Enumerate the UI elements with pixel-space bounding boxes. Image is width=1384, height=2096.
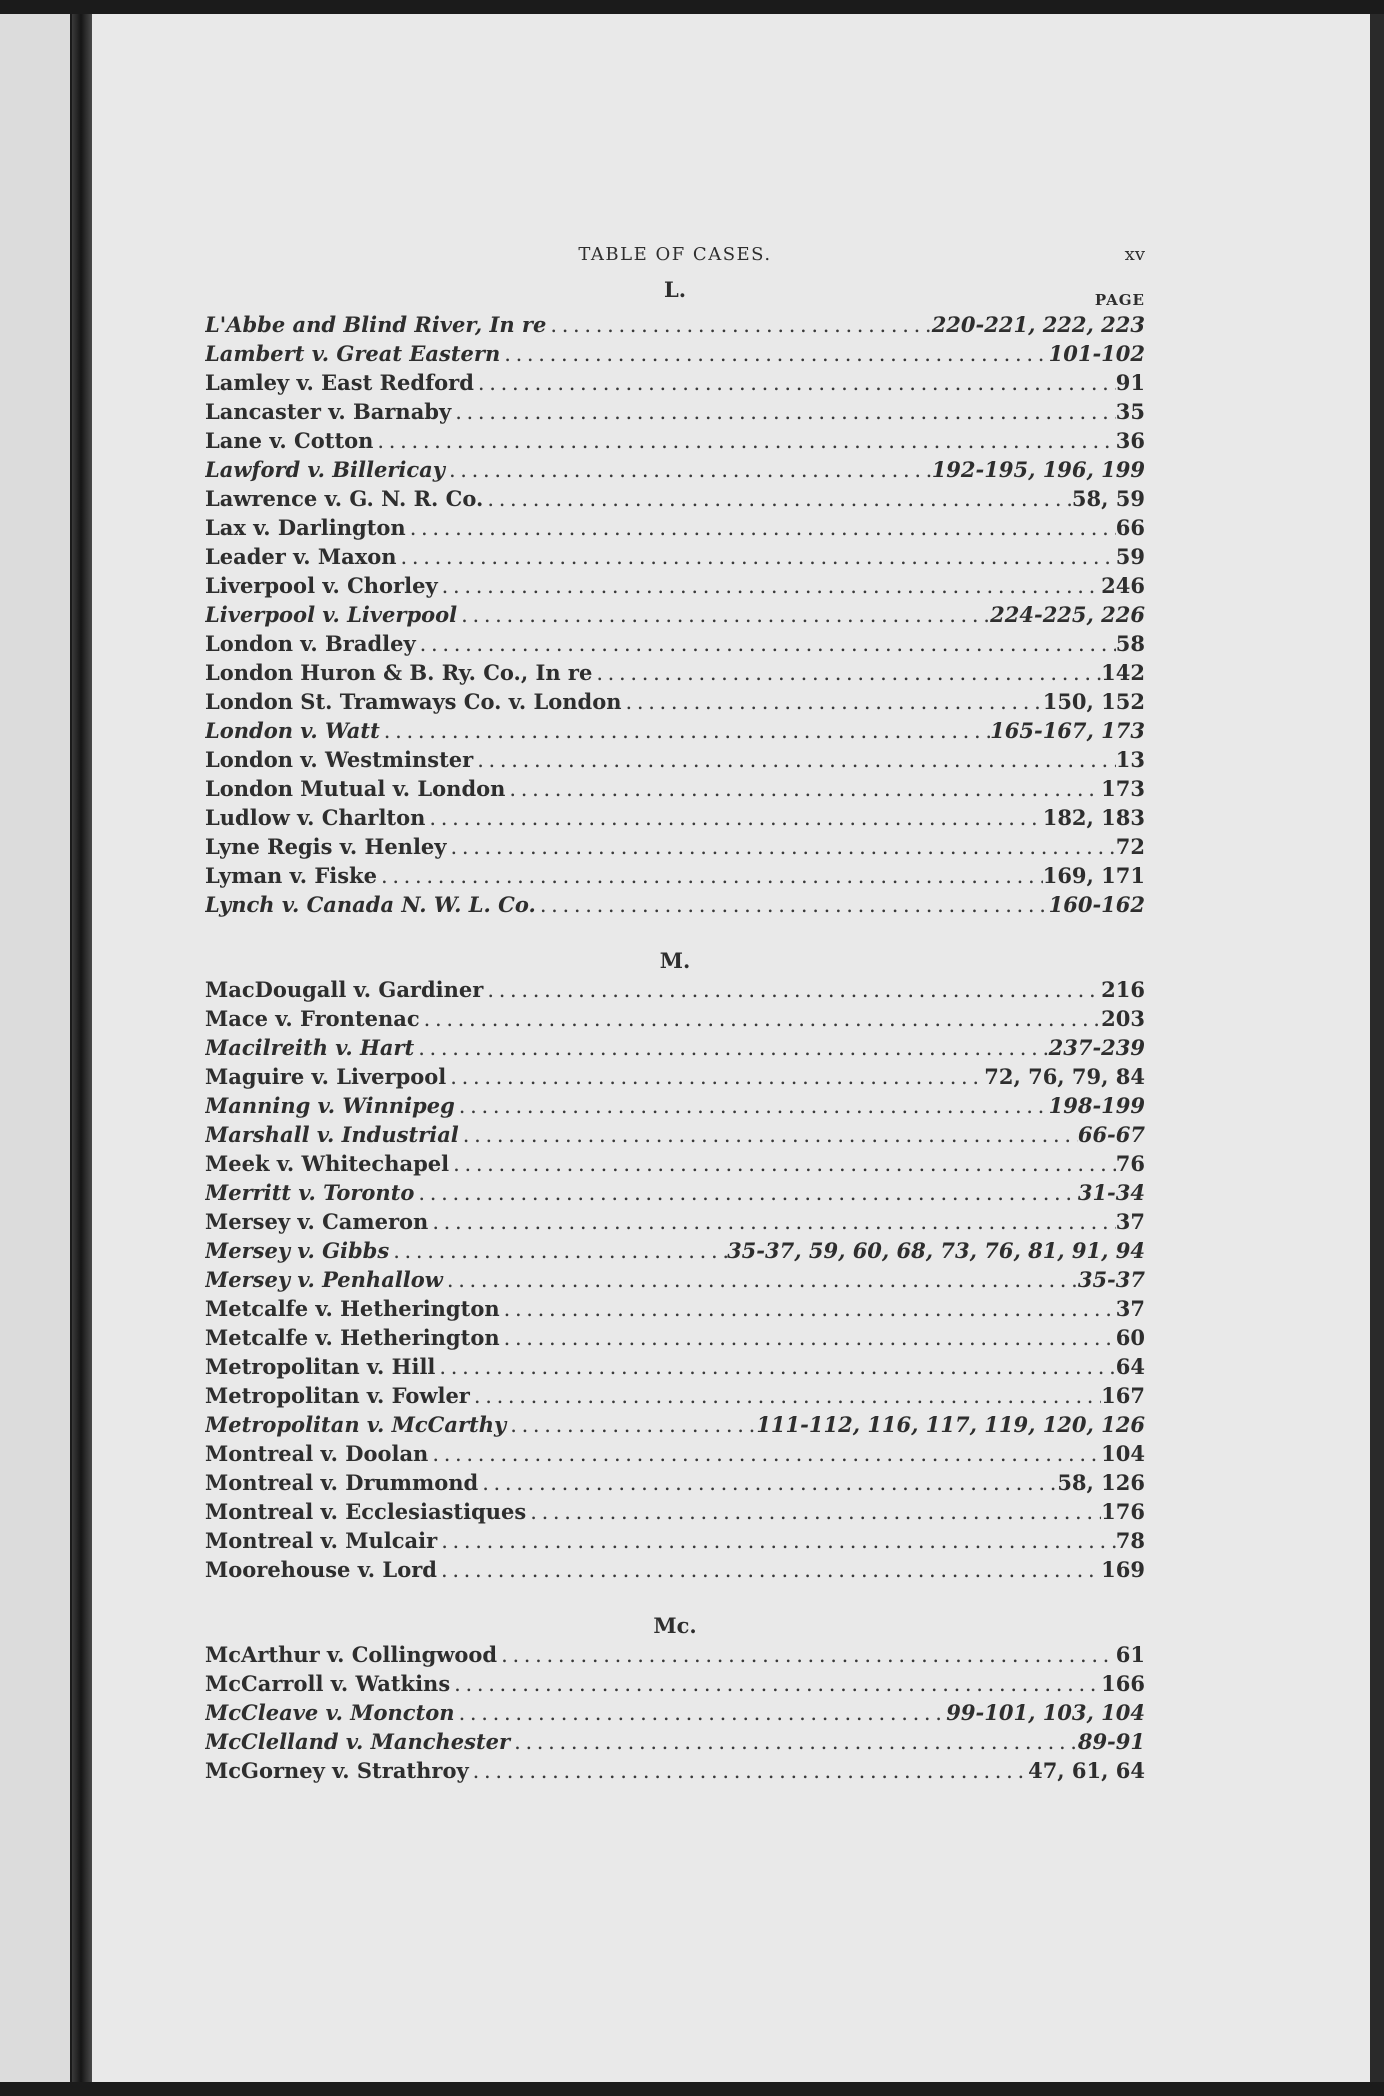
case-name: Leader v. Maxon xyxy=(205,544,397,569)
section-l xyxy=(205,276,1145,919)
case-pages: 101-102 xyxy=(1048,341,1145,366)
case-entry xyxy=(205,426,1145,455)
case-entry xyxy=(205,1497,1145,1526)
case-entry xyxy=(205,890,1145,919)
case-pages: 47, 61, 64 xyxy=(1028,1758,1145,1783)
leader-dots xyxy=(592,659,1101,687)
leader-dots xyxy=(469,1757,1028,1785)
case-name: Lawford v. Billericay xyxy=(205,457,445,482)
case-pages: 104 xyxy=(1101,1441,1145,1466)
case-name: MacDougall v. Gardiner xyxy=(205,977,484,1002)
leader-dots xyxy=(377,862,1043,890)
case-pages: 237-239 xyxy=(1048,1035,1145,1060)
leader-dots xyxy=(546,311,931,339)
leader-dots xyxy=(455,1092,1049,1120)
case-pages: 220-221, 222, 223 xyxy=(931,312,1145,337)
leader-dots xyxy=(500,1324,1116,1352)
case-name: Lawrence v. G. N. R. Co. xyxy=(205,486,484,511)
case-pages: 89-91 xyxy=(1077,1729,1145,1754)
section-letter: M. xyxy=(659,948,691,973)
leader-dots xyxy=(446,1063,984,1091)
case-name: Lane v. Cotton xyxy=(205,428,374,453)
case-entry xyxy=(205,803,1145,832)
leader-dots xyxy=(483,976,1101,1004)
case-name: McGorney v. Strathroy xyxy=(205,1758,469,1783)
case-name: Marshall v. Industrial xyxy=(205,1122,459,1147)
leader-dots xyxy=(447,833,1116,861)
case-pages: 31-34 xyxy=(1077,1180,1145,1205)
leader-dots xyxy=(437,1556,1101,1584)
leader-dots xyxy=(425,804,1042,832)
case-pages: 58, 126 xyxy=(1057,1470,1145,1495)
case-pages: 76 xyxy=(1115,1151,1145,1176)
case-name: Montreal v. Doolan xyxy=(205,1441,429,1466)
case-pages: 165-167, 173 xyxy=(990,718,1145,743)
case-name: Metropolitan v. Hill xyxy=(205,1354,436,1379)
case-entry xyxy=(205,1381,1145,1410)
case-name: McArthur v. Collingwood xyxy=(205,1642,498,1667)
case-name: Mace v. Frontenac xyxy=(205,1006,420,1031)
leader-dots xyxy=(451,398,1116,426)
case-entry xyxy=(205,861,1145,890)
case-name: Montreal v. Ecclesiastiques xyxy=(205,1499,527,1524)
case-entry xyxy=(205,542,1145,571)
sections xyxy=(205,276,1145,1785)
case-name: Metcalfe v. Hetherington xyxy=(205,1325,500,1350)
case-pages: 224-225, 226 xyxy=(990,602,1145,627)
leader-dots xyxy=(470,1382,1101,1410)
case-pages: 35-37, 59, 60, 68, 73, 76, 81, 91, 94 xyxy=(727,1238,1145,1263)
case-entry xyxy=(205,455,1145,484)
case-name: Macilreith v. Hart xyxy=(205,1035,415,1060)
case-name: Mersey v. Cameron xyxy=(205,1209,429,1234)
case-name: Montreal v. Mulcair xyxy=(205,1528,438,1553)
leader-dots xyxy=(505,775,1101,803)
scan-right-border xyxy=(1370,14,1384,2082)
case-pages: 198-199 xyxy=(1048,1093,1145,1118)
case-name: London Mutual v. London xyxy=(205,776,506,801)
case-entry xyxy=(205,484,1145,513)
case-pages: 60 xyxy=(1115,1325,1145,1350)
leader-dots xyxy=(414,1179,1077,1207)
case-name: Maguire v. Liverpool xyxy=(205,1064,447,1089)
scan-bottom-border xyxy=(0,2082,1384,2096)
leader-dots xyxy=(380,717,990,745)
case-entry xyxy=(205,745,1145,774)
case-entry xyxy=(205,1727,1145,1756)
leader-dots xyxy=(500,1295,1116,1323)
case-name: Mersey v. Gibbs xyxy=(205,1238,390,1263)
leader-dots xyxy=(420,1005,1102,1033)
case-pages: 13 xyxy=(1115,747,1145,772)
case-pages: 66 xyxy=(1115,515,1145,540)
case-name: London v. Watt xyxy=(205,718,380,743)
case-pages: 35 xyxy=(1115,399,1145,424)
case-name: Lyman v. Fiske xyxy=(205,863,377,888)
case-name: Merritt v. Toronto xyxy=(205,1180,415,1205)
section-mc xyxy=(205,1612,1145,1785)
case-entry xyxy=(205,1033,1145,1062)
case-entry xyxy=(205,397,1145,426)
scan-top-border xyxy=(0,0,1384,14)
book-spine xyxy=(72,14,92,2082)
case-entry xyxy=(205,368,1145,397)
case-entry xyxy=(205,1236,1145,1265)
leader-dots xyxy=(483,485,1072,513)
leader-dots xyxy=(536,891,1049,919)
case-name: Montreal v. Drummond xyxy=(205,1470,479,1495)
case-entry xyxy=(205,1120,1145,1149)
leader-dots xyxy=(414,1034,1048,1062)
case-name: London v. Westminster xyxy=(205,747,474,772)
case-entry xyxy=(205,339,1145,368)
case-entry xyxy=(205,600,1145,629)
case-name: London Huron & B. Ry. Co., In re xyxy=(205,660,593,685)
case-entry xyxy=(205,1207,1145,1236)
case-entry xyxy=(205,571,1145,600)
case-entry xyxy=(205,1640,1145,1669)
case-pages: 66-67 xyxy=(1077,1122,1145,1147)
leader-dots xyxy=(428,1208,1115,1236)
running-head xyxy=(205,232,1145,276)
case-pages: 58 xyxy=(1115,631,1145,656)
case-name: McClelland v. Manchester xyxy=(205,1729,511,1754)
leader-dots xyxy=(435,1353,1115,1381)
leader-dots xyxy=(497,1641,1116,1669)
leader-dots xyxy=(510,1728,1078,1756)
case-entry xyxy=(205,1265,1145,1294)
leader-dots xyxy=(459,1121,1078,1149)
case-name: Lax v. Darlington xyxy=(205,515,406,540)
case-pages: 72, 76, 79, 84 xyxy=(984,1064,1145,1089)
case-name: McCarroll v. Watkins xyxy=(205,1671,451,1696)
case-pages: 61 xyxy=(1115,1642,1145,1667)
case-name: Metropolitan v. McCarthy xyxy=(205,1412,507,1437)
case-name: Lancaster v. Barnaby xyxy=(205,399,452,424)
leader-dots xyxy=(457,601,990,629)
leader-dots xyxy=(622,688,1043,716)
leader-dots xyxy=(455,1699,947,1727)
leader-dots xyxy=(373,427,1115,455)
case-pages: 169, 171 xyxy=(1042,863,1145,888)
case-entry xyxy=(205,1149,1145,1178)
case-entry xyxy=(205,1294,1145,1323)
case-entry xyxy=(205,1756,1145,1785)
case-pages: 58, 59 xyxy=(1071,486,1145,511)
case-name: Meek v. Whitechapel xyxy=(205,1151,450,1176)
case-entry xyxy=(205,1555,1145,1584)
case-entry xyxy=(205,1698,1145,1727)
case-entry xyxy=(205,513,1145,542)
case-entry xyxy=(205,832,1145,861)
leader-dots xyxy=(389,1237,727,1265)
case-pages: 142 xyxy=(1101,660,1145,685)
page-number: xv xyxy=(1124,244,1145,265)
case-pages: 166 xyxy=(1101,1671,1145,1696)
case-pages: 246 xyxy=(1101,573,1145,598)
case-entry xyxy=(205,975,1145,1004)
leader-dots xyxy=(449,1150,1116,1178)
case-entry xyxy=(205,774,1145,803)
case-pages: 37 xyxy=(1115,1296,1145,1321)
case-pages: 216 xyxy=(1101,977,1145,1002)
case-name: Lambert v. Great Eastern xyxy=(205,341,501,366)
case-entry xyxy=(205,1468,1145,1497)
leader-dots xyxy=(473,746,1116,774)
case-entry xyxy=(205,1062,1145,1091)
case-entry xyxy=(205,716,1145,745)
case-pages: 91 xyxy=(1115,370,1145,395)
case-name: McCleave v. Moncton xyxy=(205,1700,455,1725)
case-entry xyxy=(205,1178,1145,1207)
leader-dots xyxy=(450,1670,1101,1698)
case-entry xyxy=(205,629,1145,658)
case-entry xyxy=(205,1439,1145,1468)
case-pages: 72 xyxy=(1115,834,1145,859)
case-pages: 182, 183 xyxy=(1042,805,1145,830)
case-pages: 64 xyxy=(1115,1354,1145,1379)
leader-dots xyxy=(445,456,932,484)
facing-page-edge xyxy=(0,14,70,2082)
leader-dots xyxy=(506,1411,756,1439)
leader-dots xyxy=(526,1498,1101,1526)
leader-dots xyxy=(438,572,1101,600)
case-pages: 59 xyxy=(1115,544,1145,569)
table-of-cases xyxy=(205,232,1145,1785)
case-pages: 203 xyxy=(1101,1006,1145,1031)
leader-dots xyxy=(428,1440,1101,1468)
case-entry xyxy=(205,687,1145,716)
case-pages: 111-112, 116, 117, 119, 120, 126 xyxy=(756,1412,1145,1437)
case-entry xyxy=(205,1091,1145,1120)
case-name: Lamley v. East Redford xyxy=(205,370,474,395)
leader-dots xyxy=(478,1469,1057,1497)
section-m xyxy=(205,947,1145,1584)
case-name: Manning v. Winnipeg xyxy=(205,1093,455,1118)
leader-dots xyxy=(474,369,1116,397)
case-pages: 150, 152 xyxy=(1042,689,1145,714)
case-name: Ludlow v. Charlton xyxy=(205,805,426,830)
leader-dots xyxy=(397,543,1116,571)
section-letter: L. xyxy=(663,277,687,302)
leader-dots xyxy=(406,514,1116,542)
case-pages: 36 xyxy=(1115,428,1145,453)
case-pages: 37 xyxy=(1115,1209,1145,1234)
case-name: Lyne Regis v. Henley xyxy=(205,834,447,859)
leader-dots xyxy=(416,630,1116,658)
case-name: London v. Bradley xyxy=(205,631,416,656)
case-pages: 167 xyxy=(1101,1383,1145,1408)
case-name: Liverpool v. Chorley xyxy=(205,573,438,598)
section-letter: Mc. xyxy=(653,1613,697,1638)
case-pages: 176 xyxy=(1101,1499,1145,1524)
page-title: TABLE OF CASES. xyxy=(578,244,772,265)
case-entry xyxy=(205,1410,1145,1439)
case-pages: 78 xyxy=(1115,1528,1145,1553)
case-name: London St. Tramways Co. v. London xyxy=(205,689,622,714)
case-name: Liverpool v. Liverpool xyxy=(205,602,458,627)
case-name: Metropolitan v. Fowler xyxy=(205,1383,470,1408)
case-pages: 173 xyxy=(1101,776,1145,801)
case-name: Moorehouse v. Lord xyxy=(205,1557,437,1582)
case-entry xyxy=(205,1323,1145,1352)
case-name: Mersey v. Penhallow xyxy=(205,1267,443,1292)
case-entry xyxy=(205,1526,1145,1555)
case-name: Lynch v. Canada N. W. L. Co. xyxy=(205,892,536,917)
case-pages: 169 xyxy=(1101,1557,1145,1582)
case-entry xyxy=(205,310,1145,339)
page-column-label: PAGE xyxy=(1094,291,1145,309)
case-name: Metcalfe v. Hetherington xyxy=(205,1296,500,1321)
case-pages: 192-195, 196, 199 xyxy=(931,457,1145,482)
leader-dots xyxy=(500,340,1048,368)
case-entry xyxy=(205,1004,1145,1033)
case-entry xyxy=(205,1352,1145,1381)
leader-dots xyxy=(443,1266,1078,1294)
case-entry xyxy=(205,1669,1145,1698)
case-pages: 160-162 xyxy=(1048,892,1145,917)
case-pages: 35-37 xyxy=(1077,1267,1145,1292)
case-name: L'Abbe and Blind River, In re xyxy=(205,312,547,337)
case-entry xyxy=(205,658,1145,687)
case-pages: 99-101, 103, 104 xyxy=(946,1700,1145,1725)
leader-dots xyxy=(437,1527,1116,1555)
